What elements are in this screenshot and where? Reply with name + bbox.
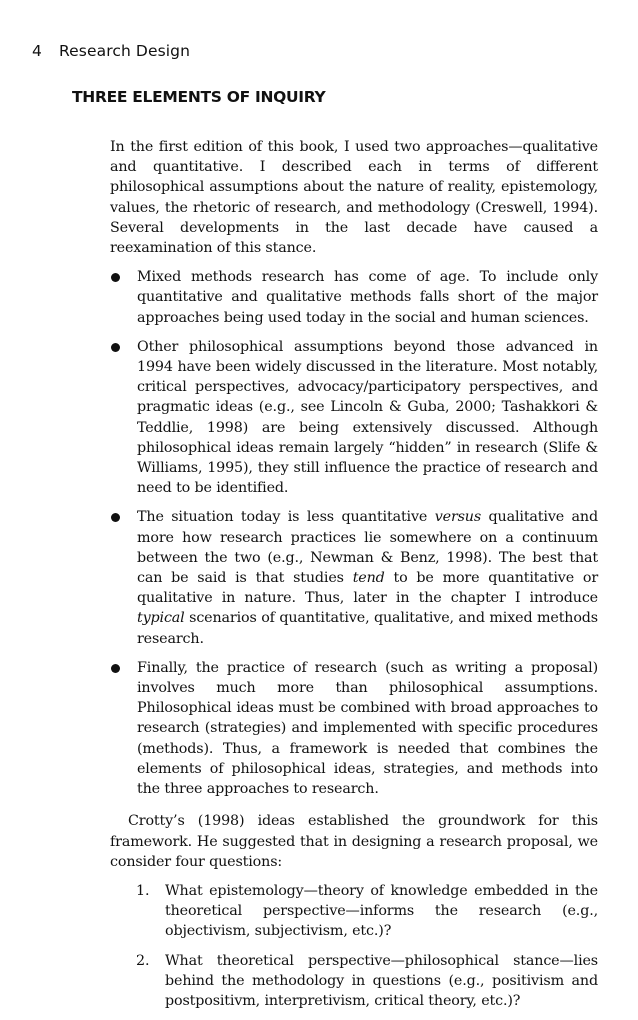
bullet-dot-icon <box>111 664 120 673</box>
bullet-text: Other philosophical assumptions beyond those advanced in 1994 have been widely discussed in the literature. Most notably, critical perspectives, advocacy/participatory perspectives, and pragmatic ideas (e.g., see Lincoln & Guba, 2000; Tashakkori & Teddlie, 1998) are being extensively discussed. Although philosophical ideas remain largely “hidden” in research (Slife & Williams, 1995), they still influence the practice of research and need to be identified. <box>137 338 598 497</box>
body-text <box>110 137 598 1020</box>
bullet-dot-icon <box>111 513 120 522</box>
bullet-list <box>110 267 598 799</box>
bullet-dot-icon <box>111 273 120 282</box>
bullet-item-continuum <box>110 507 598 648</box>
question-text: What theoretical perspective—philosophical stance—lies behind the methodology in questions (e.g., positivism and postpositivm, interpretivism, critical theory, etc.)? <box>165 952 598 1009</box>
question-item-theoretical-perspective <box>136 951 598 1012</box>
question-number: 1. <box>136 882 150 899</box>
bullet-text-part: qualitative and more how research practices lie somewhere on a continuum between the two (e.g., Newman & Benz, 1998). The best that can be said is that studies <box>137 509 598 587</box>
question-item-epistemology <box>136 881 598 942</box>
bullet-item-philosophical-assumptions <box>110 337 598 499</box>
emphasis-tend: tend <box>352 570 385 587</box>
bullet-dot-icon <box>111 343 120 352</box>
emphasis-versus: versus <box>434 509 482 526</box>
bullet-item-mixed-methods <box>110 267 598 328</box>
emphasis-typical: typical <box>137 610 185 627</box>
crotty-paragraph: Crotty’s (1998) ideas established the groundwork for this framework. He suggested that in designing a research proposal, we consider four questions: <box>110 813 598 870</box>
bullet-text-part: The situation today is less quantitative <box>137 509 435 526</box>
running-title: Research Design <box>59 42 191 60</box>
intro-paragraph: In the first edition of this book, I used two approaches—qualitative and quantitative. I described each in terms of different philosophical assumptions about the nature of reality, epistemology, values, the rhetoric of research, and methodology (Creswell, 1994). Several developments in the last decade have caused a reexamination of this stance. <box>110 139 598 257</box>
page-number: 4 <box>32 42 42 60</box>
bullet-text-part: to be more quantitative or qualitative in nature. Thus, later in the chapter I introduce <box>137 570 599 607</box>
question-text: What epistemology—theory of knowledge embedded in the theoretical perspective—informs the research (e.g., objectivism, subjectivism, etc.)? <box>165 882 598 940</box>
bullet-text-part: scenarios of quantitative, qualitative, and mixed methods research. <box>137 610 598 647</box>
bullet-text: Mixed methods research has come of age. To include only quantitative and qualitative methods falls short of the major approaches being used today in the social and human sciences. <box>137 269 598 326</box>
question-number: 2. <box>136 952 150 969</box>
running-head <box>32 42 190 60</box>
section-title: THREE ELEMENTS OF INQUIRY <box>72 88 326 106</box>
question-list <box>110 881 598 1011</box>
bullet-item-framework <box>110 658 598 799</box>
bullet-text: Finally, the practice of research (such as writing a proposal) involves much more than philosophical assumptions. Philosophical ideas must be combined with broad approaches to research (strategies) and implemented with specific procedures (methods). Thus, a framework is needed that combines the elements of philosophical ideas, strategies, and methods into the three approaches to research. <box>137 659 598 798</box>
